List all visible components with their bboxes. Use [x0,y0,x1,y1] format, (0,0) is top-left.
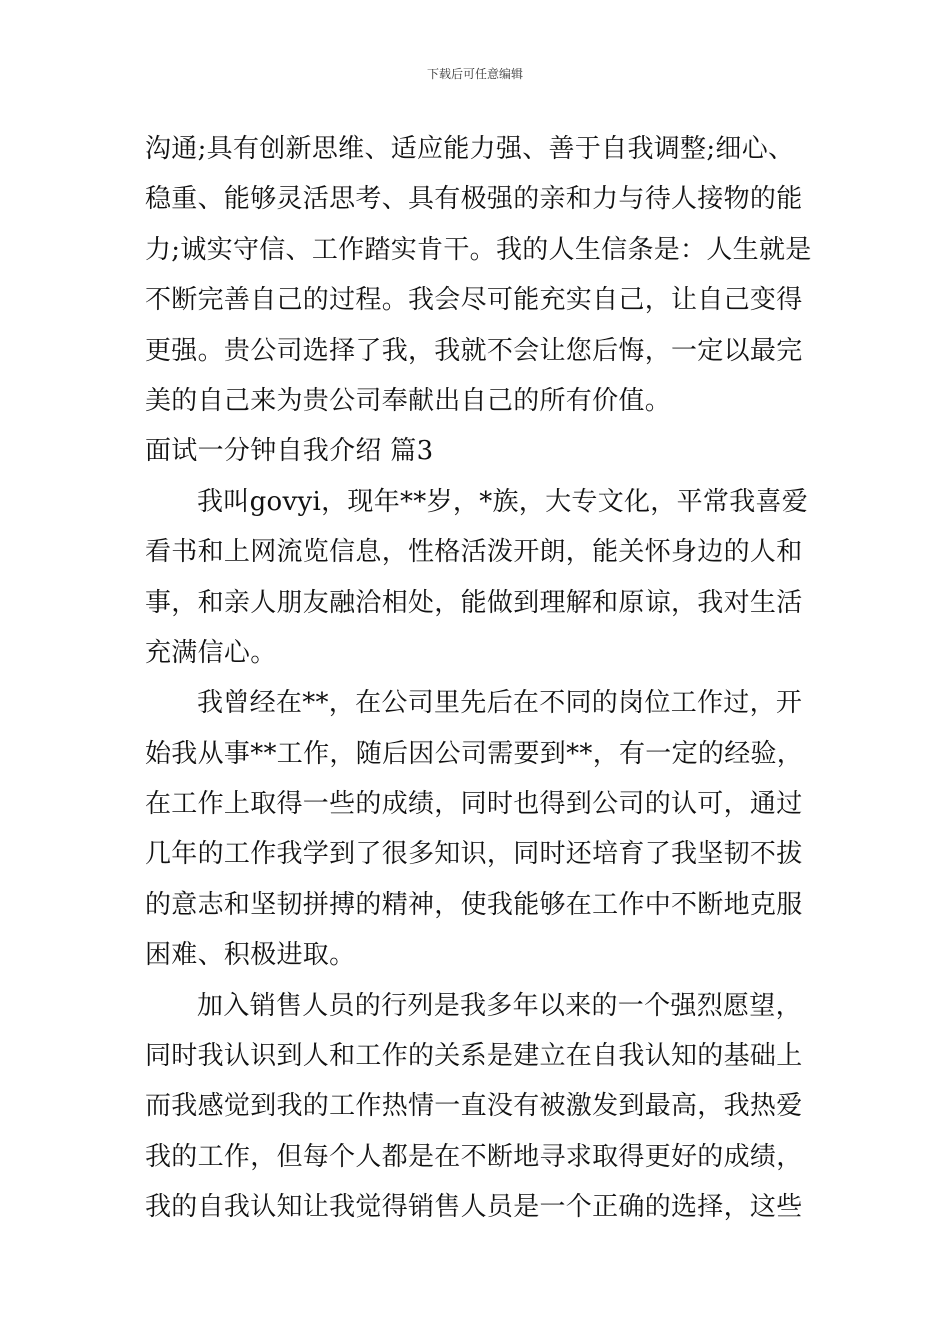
text-line: 而我感觉到我的工作热情一直没有被激发到最高，我热爱 [145,1091,803,1122]
document-body [145,124,810,1233]
text-line: 不断完善自己的过程。我会尽可能充实自己，让自己变得 [145,285,803,316]
text-line: 我曾经在**，在公司里先后在不同的岗位工作过，开 [197,688,803,719]
text-line: 的意志和坚韧拼搏的精神，使我能够在工作中不断地克服 [145,889,803,920]
text-line: 事，和亲人朋友融洽相处，能做到理解和原谅，我对生活 [145,587,803,618]
text-line: 更强。贵公司选择了我，我就不会让您后悔，一定以最完 [145,335,803,366]
text-line: 充满信心。 [145,637,277,668]
text-line: 困难、积极进取。 [145,940,356,971]
text-line: 始我从事**工作，随后因公司需要到**，有一定的经验， [145,738,804,769]
text-line: 我的工作，但每个人都是在不断地寻求取得更好的成绩， [145,1141,803,1172]
text-line: 在工作上取得一些的成绩，同时也得到公司的认可，通过 [145,789,803,820]
text-line: 力;诚实守信、工作踏实肯干。我的人生信条是：人生就是 [145,234,812,265]
section-heading: 面试一分钟自我介绍 篇3 [145,436,434,467]
text-line: 沟通;具有创新思维、适应能力强、善于自我调整;细心、 [145,134,795,164]
text-line: 稳重、能够灵活思考、具有极强的亲和力与待人接物的能 [145,184,803,215]
text-line: 看书和上网流览信息，性格活泼开朗，能关怀身边的人和 [145,537,803,568]
text-line: 美的自己来为贵公司奉献出自己的所有价值。 [145,385,672,416]
text-line: 我叫govyi，现年**岁，*族，大专文化，平常我喜爱 [197,486,809,517]
text-line: 同时我认识到人和工作的关系是建立在自我认知的基础上 [145,1041,803,1072]
text-line: 我的自我认知让我觉得销售人员是一个正确的选择，这些 [145,1192,803,1223]
text-line: 加入销售人员的行列是我多年以来的一个强烈愿望， [197,990,802,1021]
text-line: 几年的工作我学到了很多知识，同时还培育了我坚韧不拔 [145,839,803,870]
page-header-note: 下载后可任意编辑 [426,67,523,81]
